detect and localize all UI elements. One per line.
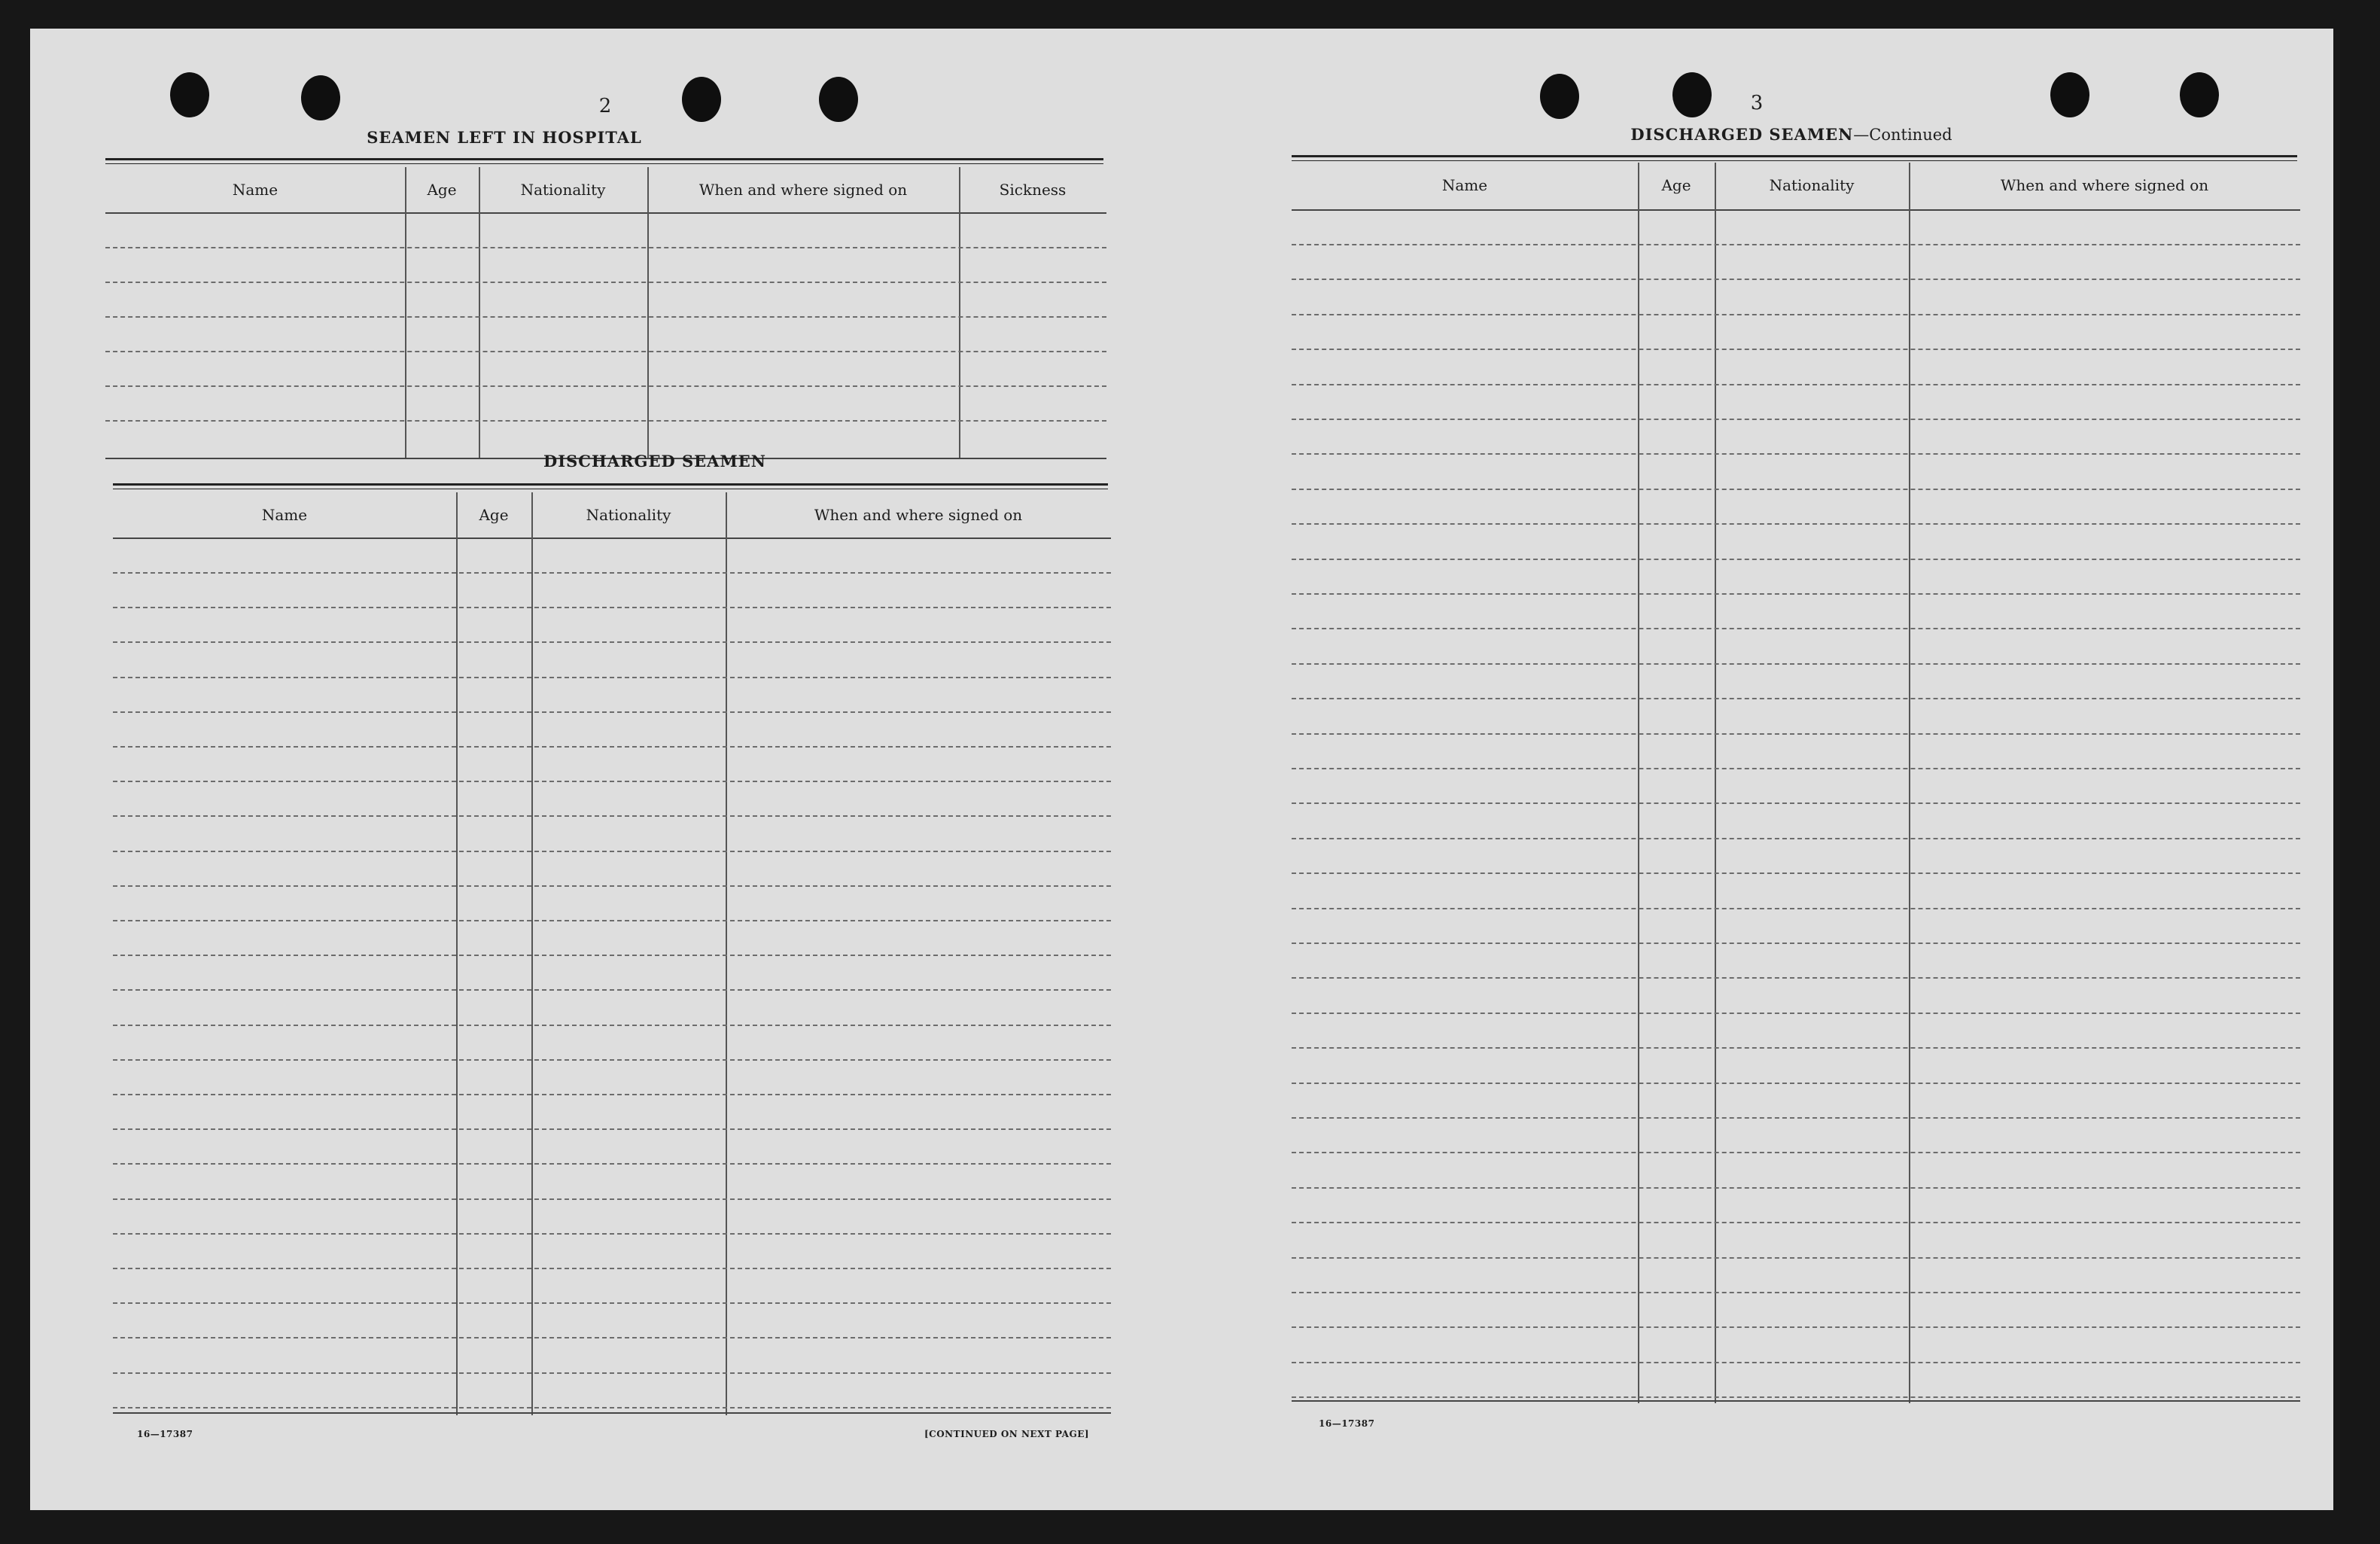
punch-hole bbox=[170, 72, 209, 117]
table-row bbox=[113, 1128, 1111, 1130]
column-header-signed-on: When and where signed on bbox=[698, 181, 908, 199]
table-bottom bbox=[113, 1412, 1111, 1414]
table-row bbox=[1292, 1152, 2300, 1153]
punch-hole bbox=[682, 77, 721, 122]
table-row bbox=[113, 885, 1111, 887]
table-row bbox=[1292, 628, 2300, 629]
table-row bbox=[1292, 838, 2300, 839]
table-row bbox=[1292, 943, 2300, 944]
table-row bbox=[105, 420, 1106, 422]
table-row bbox=[105, 385, 1106, 387]
table-row bbox=[113, 1163, 1111, 1165]
table-row bbox=[1292, 1222, 2300, 1223]
table-row bbox=[1292, 1362, 2300, 1363]
form-sheet bbox=[30, 29, 2333, 1510]
discharged-table bbox=[113, 492, 1111, 1415]
hospital-section-title: SEAMEN LEFT IN HOSPITAL bbox=[367, 128, 642, 147]
column-divider bbox=[647, 167, 649, 459]
title-rule bbox=[113, 483, 1108, 489]
table-row bbox=[1292, 663, 2300, 665]
table-row bbox=[1292, 1047, 2300, 1049]
table-row bbox=[113, 641, 1111, 643]
table-row bbox=[1292, 802, 2300, 804]
table-row bbox=[1292, 349, 2300, 350]
table-row bbox=[113, 781, 1111, 782]
table-row bbox=[1292, 872, 2300, 874]
form-code: 16—17387 bbox=[1319, 1418, 1375, 1429]
table-row bbox=[1292, 1396, 2300, 1398]
continued-note: [CONTINUED ON NEXT PAGE] bbox=[924, 1429, 1090, 1439]
header-underline bbox=[113, 538, 1111, 539]
header-underline bbox=[1292, 209, 2300, 211]
column-header-nationality: Nationality bbox=[1769, 176, 1855, 194]
punch-hole bbox=[1540, 74, 1579, 119]
column-header-signed-on: When and where signed on bbox=[814, 506, 1023, 524]
title-rule bbox=[1292, 155, 2297, 161]
table-row bbox=[1292, 733, 2300, 735]
column-header-nationality: Nationality bbox=[520, 181, 606, 199]
title-rule bbox=[105, 158, 1103, 164]
table-row bbox=[113, 1198, 1111, 1200]
table-row bbox=[113, 1268, 1111, 1269]
table-row bbox=[1292, 1187, 2300, 1189]
page-number: 3 bbox=[1750, 92, 1764, 114]
table-row bbox=[1292, 559, 2300, 560]
punch-hole bbox=[301, 75, 340, 120]
table-row bbox=[1292, 1292, 2300, 1293]
table-row bbox=[105, 351, 1106, 352]
table-row bbox=[105, 282, 1106, 283]
table-row bbox=[1292, 977, 2300, 979]
discharged-continued-title: DISCHARGED SEAMEN—Continued bbox=[1630, 125, 1952, 144]
column-header-sickness: Sickness bbox=[999, 181, 1067, 199]
table-row bbox=[1292, 489, 2300, 490]
table-row bbox=[113, 920, 1111, 921]
column-divider bbox=[531, 492, 533, 1415]
table-row bbox=[1292, 523, 2300, 525]
table-row bbox=[113, 572, 1111, 574]
column-divider bbox=[405, 167, 406, 459]
table-header bbox=[105, 167, 1106, 212]
punch-hole bbox=[2180, 72, 2219, 117]
table-row bbox=[1292, 1013, 2300, 1014]
table-row bbox=[1292, 1117, 2300, 1119]
table-row bbox=[113, 607, 1111, 608]
table-row bbox=[1292, 314, 2300, 315]
table-row bbox=[1292, 1257, 2300, 1259]
table-row bbox=[113, 851, 1111, 852]
table-row bbox=[113, 1059, 1111, 1061]
discharged-continued-table bbox=[1292, 163, 2300, 1403]
table-row bbox=[113, 711, 1111, 713]
table-row bbox=[1292, 244, 2300, 245]
table-row bbox=[113, 815, 1111, 817]
column-header-age: Age bbox=[427, 181, 457, 199]
table-bottom bbox=[1292, 1400, 2300, 1402]
column-divider bbox=[959, 167, 960, 459]
table-row bbox=[1292, 279, 2300, 280]
table-row bbox=[1292, 384, 2300, 385]
table-row bbox=[105, 247, 1106, 248]
table-row bbox=[1292, 698, 2300, 699]
table-row bbox=[113, 1094, 1111, 1095]
table-row bbox=[1292, 1326, 2300, 1328]
form-code: 16—17387 bbox=[137, 1429, 193, 1439]
table-header bbox=[1292, 163, 2300, 209]
column-divider bbox=[726, 492, 727, 1415]
table-row bbox=[113, 955, 1111, 956]
column-header-age: Age bbox=[479, 506, 509, 524]
punch-hole bbox=[819, 77, 858, 122]
column-header-nationality: Nationality bbox=[586, 506, 671, 524]
table-row bbox=[1292, 593, 2300, 595]
table-row bbox=[113, 1337, 1111, 1338]
table-row bbox=[1292, 768, 2300, 769]
table-row bbox=[113, 1025, 1111, 1026]
page-number: 2 bbox=[598, 95, 612, 117]
table-row bbox=[1292, 419, 2300, 420]
column-header-name: Name bbox=[261, 506, 308, 524]
table-header bbox=[113, 492, 1111, 538]
table-row bbox=[113, 1372, 1111, 1374]
table-row bbox=[1292, 453, 2300, 455]
column-header-age: Age bbox=[1661, 176, 1691, 194]
column-header-name: Name bbox=[1441, 176, 1488, 194]
column-header-signed-on: When and where signed on bbox=[2000, 176, 2209, 194]
table-row bbox=[113, 1407, 1111, 1408]
punch-hole bbox=[2050, 72, 2089, 117]
table-row bbox=[113, 746, 1111, 748]
table-row bbox=[113, 677, 1111, 678]
column-divider bbox=[456, 492, 458, 1415]
punch-hole bbox=[1672, 72, 1712, 117]
column-divider bbox=[479, 167, 480, 459]
table-row bbox=[1292, 908, 2300, 909]
discharged-section-title: DISCHARGED SEAMEN bbox=[543, 452, 766, 471]
table-row bbox=[1292, 1083, 2300, 1084]
table-row bbox=[105, 316, 1106, 318]
table-row bbox=[113, 1233, 1111, 1235]
column-header-name: Name bbox=[232, 181, 278, 199]
table-row bbox=[113, 989, 1111, 991]
header-underline bbox=[105, 212, 1106, 214]
hospital-table bbox=[105, 167, 1106, 459]
table-row bbox=[113, 1302, 1111, 1304]
